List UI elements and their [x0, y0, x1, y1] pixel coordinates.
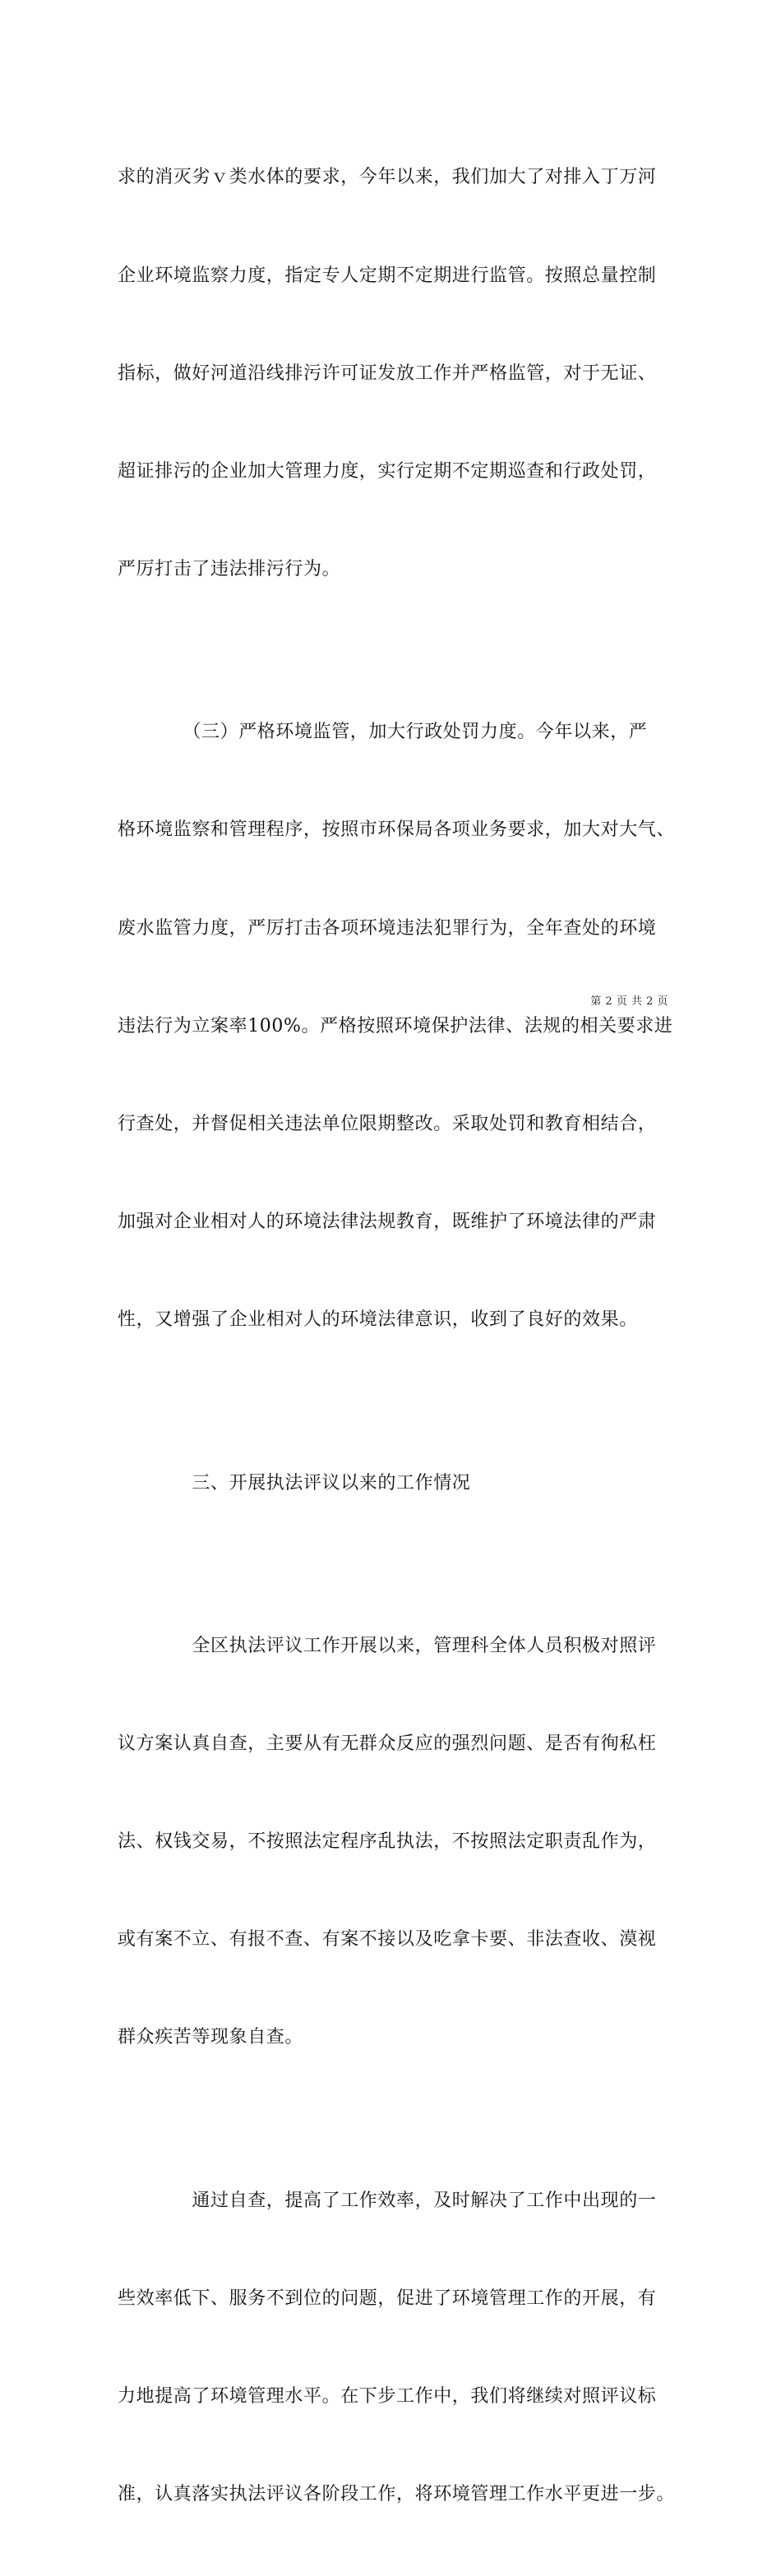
- text-line: 求的消灭劣ｖ类水体的要求，今年以来，我们加大了对排入丁万河: [118, 167, 657, 188]
- text-line: 指标，做好河道沿线排污许可证发放工作并严格监管，对于无证、: [118, 362, 657, 384]
- text-line: （三）严格环境监管，加大行政处罚力度。今年以来，严: [118, 722, 648, 743]
- text-line: 严厉打击了违法排污行为。: [118, 558, 341, 579]
- text-line: 格环境监察和管理程序，按照市环保局各项业务要求，加大对大气、: [118, 819, 676, 841]
- text-line: 超证排污的企业加大管理力度，实行定期不定期巡查和行政处罚，: [118, 460, 657, 482]
- text-line: 力地提高了环境管理水平。在下步工作中，我们将继续对照评议标: [118, 2386, 657, 2407]
- text-line: 全区执法评议工作开展以来，管理科全体人员积极对照评: [118, 1636, 657, 1657]
- section-heading: [118, 1401, 668, 1565]
- text-line: 性，又增强了企业相对人的环境法律意识，收到了良好的效果。: [118, 1309, 638, 1331]
- text-line: 群众疾苦等现象自查。: [118, 2027, 304, 2048]
- text-line: 违法行为立案率100%。严格按照环境保护法律、法规的相关要求进: [118, 1015, 673, 1036]
- paragraph-section-three-supervision: [118, 651, 676, 1401]
- text-line: 通过自查，提高了工作效率，及时解决了工作中出现的一: [118, 2191, 657, 2211]
- page-number-footer: 第 2 页 共 2 页: [590, 995, 668, 1008]
- document-body: [118, 96, 676, 2576]
- text-line: 议方案认真自查，主要从有无群众反应的强烈问题、是否有徇私枉: [118, 1733, 657, 1755]
- text-line: 或有案不立、有报不查、有案不接以及吃拿卡要、非法查收、漠视: [118, 1929, 657, 1950]
- text-line: 废水监管力度，严厉打击各项环境违法犯罪行为，全年查处的环境: [118, 917, 657, 939]
- paragraph-conclusion: [118, 2120, 676, 2576]
- text-line: 准，认真落实执法评议各阶段工作，将环境管理工作水平更进一步。: [118, 2484, 676, 2505]
- text-line: 些效率低下、服务不到位的问题，促进了环境管理工作的开展，有: [118, 2288, 657, 2310]
- text-line: 企业环境监察力度，指定专人定期不定期进行监管。按照总量控制: [118, 265, 657, 286]
- paragraph-pollution-control: [118, 96, 668, 651]
- text-line: 行查处，并督促相关违法单位限期整改。采取处罚和教育相结合，: [118, 1113, 657, 1134]
- text-line: 加强对企业相对人的环境法律法规教育，既维护了环境法律的严肃: [118, 1211, 657, 1232]
- text-line: 法、权钱交易，不按照法定程序乱执法，不按照法定职责乱作为，: [118, 1831, 657, 1853]
- heading-line: 三、开展执法评议以来的工作情况: [118, 1472, 471, 1493]
- paragraph-self-inspection: [118, 1565, 668, 2120]
